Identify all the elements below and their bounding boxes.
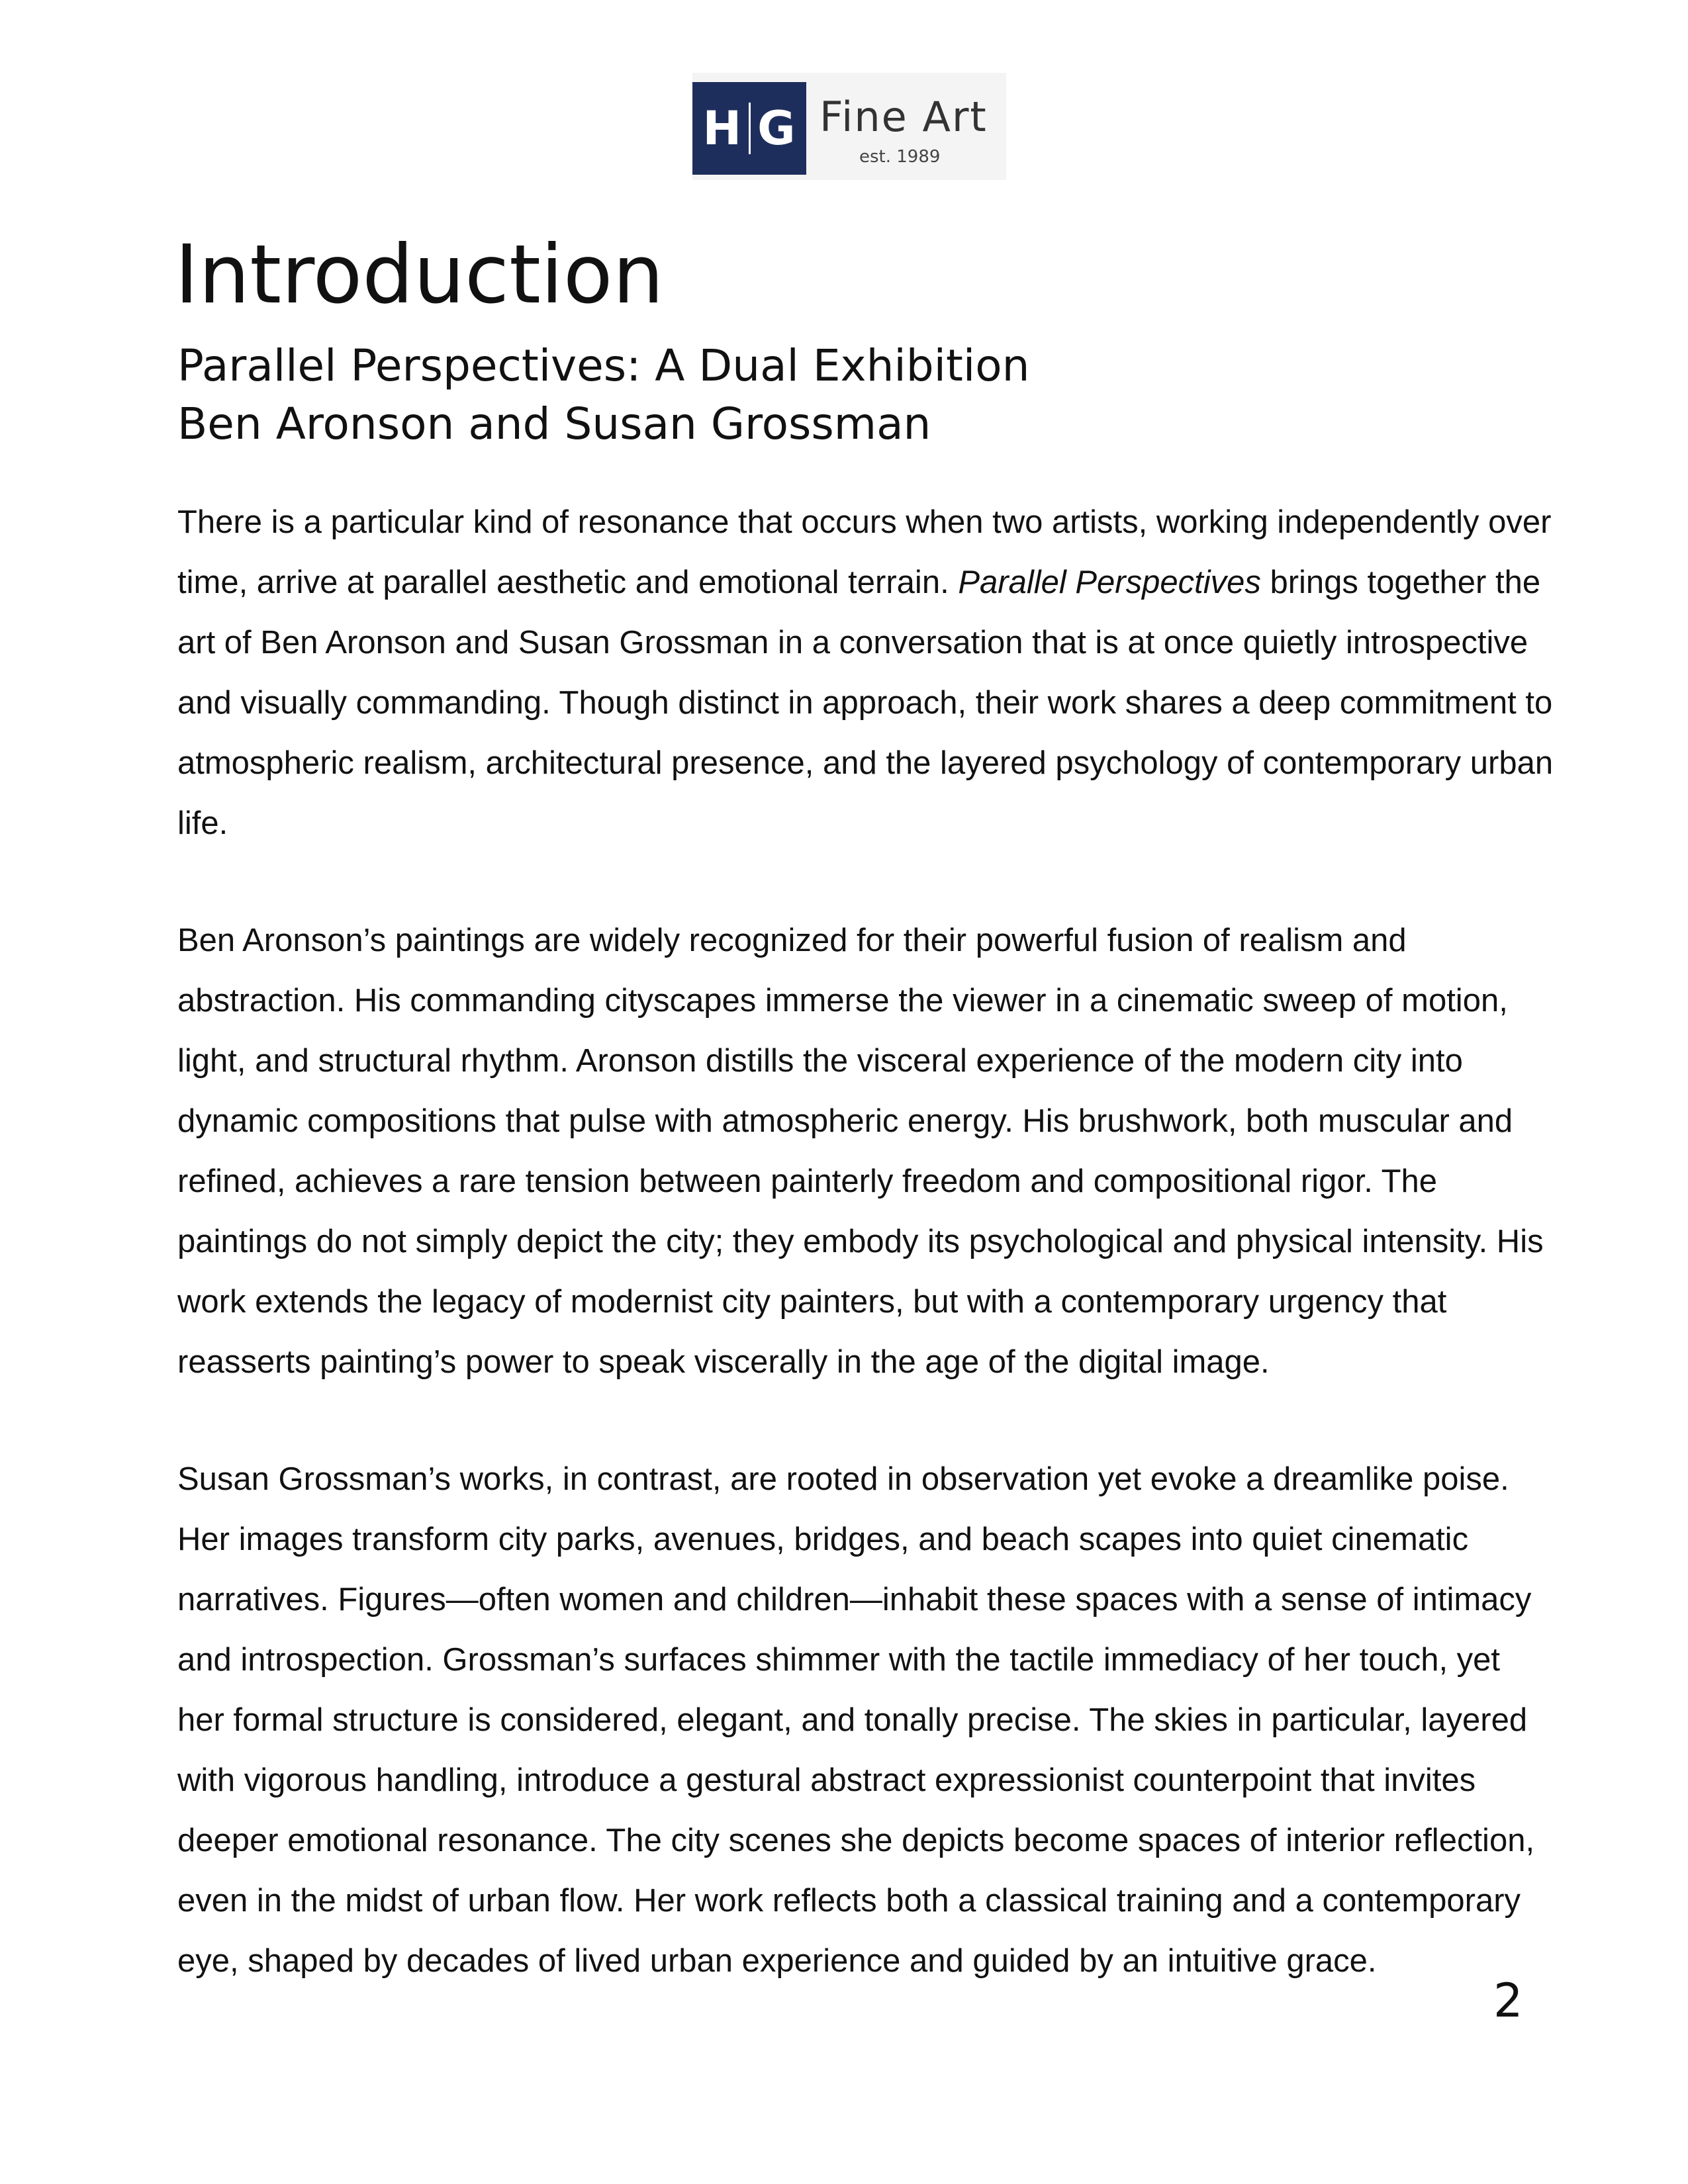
gallery-logo xyxy=(692,73,1006,180)
intro-paragraph-start: There is a particular kind of resonance that occurs when two artists, working independently over time, arrive at parallel aesthetic and emotional terrain. xyxy=(177,504,1552,600)
page-title: Introduction xyxy=(175,228,664,322)
grossman-paragraph: Susan Grossman’s works, in contrast, are rooted in observation yet evoke a dreamlike poise. Her images transform city parks, avenues, bridges, and beach scapes into quiet cinematic narratives. Figures—often women and children—inhabit these spaces with a sense of intimacy and introspection. Grossman’s surfaces shimmer with the tactile immediacy of her touch, yet her formal structure is considered, elegant, and tonally precise. The skies in particular, layered with vigorous handling, introduce a gestural abstract expressionist counterpoint that invites deeper emotional resonance. The city scenes she depicts become spaces of interior reflection, even in the midst of urban flow. Her work reflects both a classical training and a contemporary eye, shaped by decades of lived urban experience and guided by an intuitive grace. xyxy=(177,1461,1535,1979)
exhibition-subtitle: Parallel Perspectives: A Dual Exhibition xyxy=(177,340,1030,391)
logo-mark xyxy=(692,82,806,175)
intro-paragraph xyxy=(177,492,1554,854)
page-number: 2 xyxy=(1493,1974,1523,2028)
logo-mark-g: G xyxy=(757,101,796,156)
logo-mark-h: H xyxy=(702,101,743,156)
logo-established: est. 1989 xyxy=(859,147,941,167)
aronson-paragraph: Ben Aronson’s paintings are widely recognized for their powerful fusion of realism and abstraction. His commanding cityscapes immerse the viewer in a cinematic sweep of motion, light, and structural rhythm. Aronson distills the visceral experience of the modern city into dynamic compositions that pulse with atmospheric energy. His brushwork, both muscular and refined, achieves a rare tension between painterly freedom and compositional rigor. The paintings do not simply depict the city; they embody its psychological and physical intensity. His work extends the legacy of modernist city painters, but with a contemporary urgency that reasserts painting’s power to speak viscerally in the age of the digital image. xyxy=(177,923,1544,1380)
intro-paragraph-end: brings together the art of Ben Aronson and Susan Grossman in a conversation that is at once quietly introspective and visually commanding. Though distinct in approach, their work shares a deep commitment to atmospheric realism, architectural presence, and the layered psychology of contemporary urban life. xyxy=(177,565,1554,841)
exhibition-title-italic: Parallel Perspectives xyxy=(958,565,1261,600)
logo-mark-divider xyxy=(749,103,751,154)
artists-subtitle: Ben Aronson and Susan Grossman xyxy=(177,398,931,449)
logo-name: Fine Art xyxy=(820,93,988,141)
